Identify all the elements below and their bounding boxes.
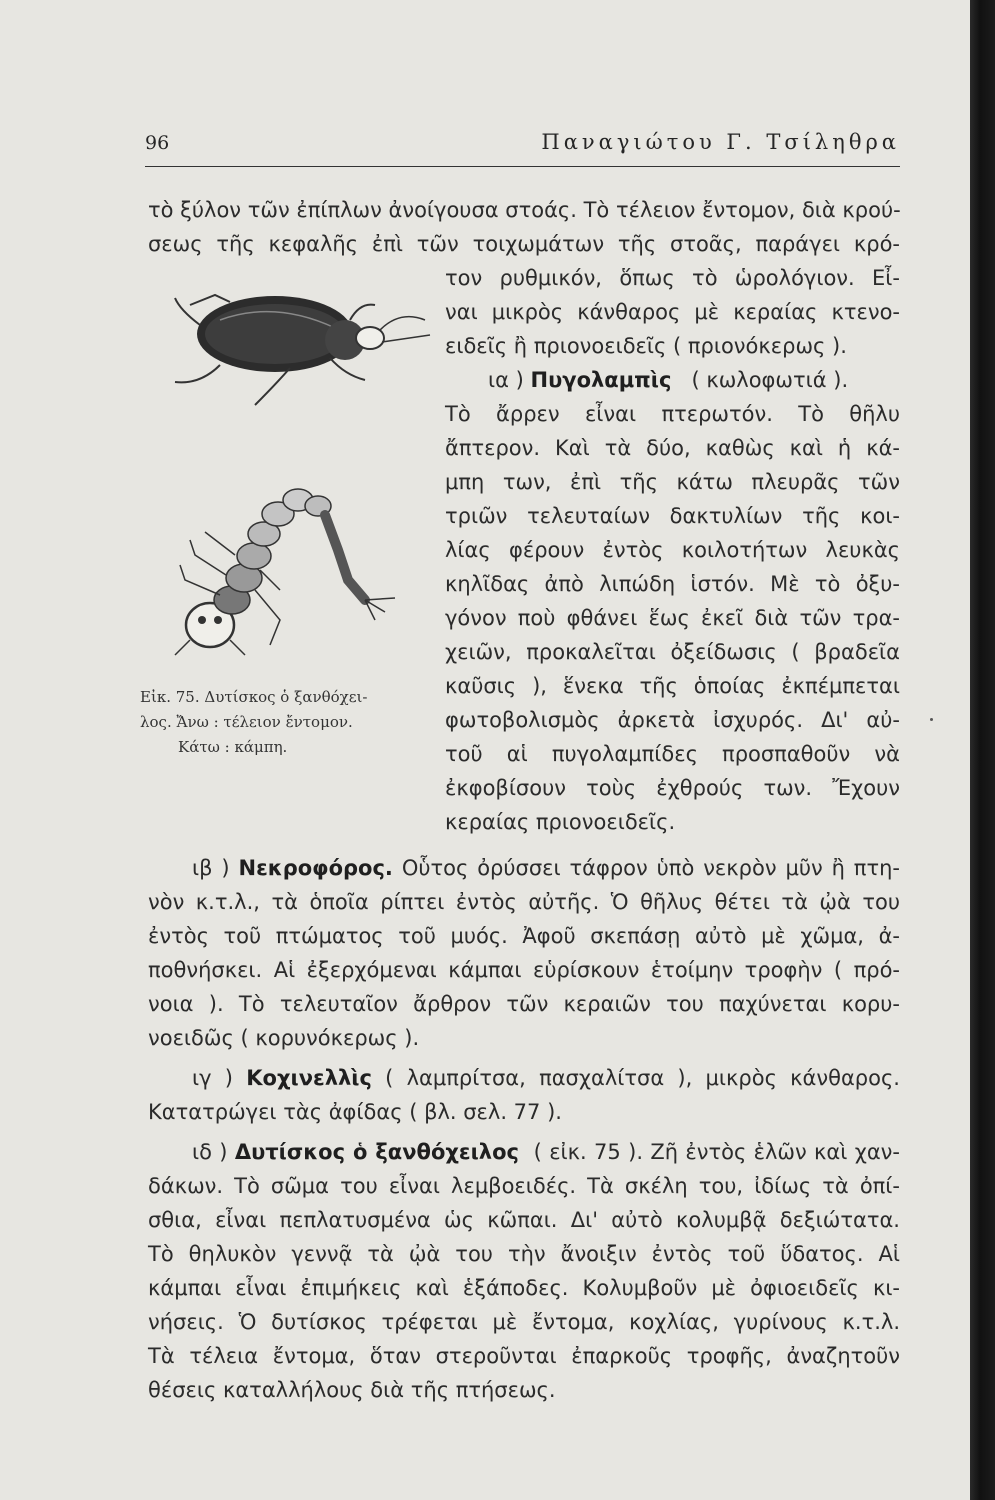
- text-line: ἄπτερον. Καὶ τὰ δύο, καθὼς καὶ ἡ κά-: [445, 436, 900, 460]
- text-line: κεραίας πριονοειδεῖς.: [445, 810, 676, 834]
- text-line: σεως τῆς κεφαλῆς ἐπὶ τῶν τοιχωμάτων τῆς στοᾶς, παράγει κρό-: [148, 232, 900, 256]
- text-line: νὸν κ.τ.λ., τὰ ὁποῖα ρίπτει ἐντὸς αὐτῆς. Ὁ θῆλυς θέτει τὰ ᾠὰ του: [148, 890, 900, 914]
- text-line: ποθνήσκει. Αἱ ἐξερχόμεναι κάμπαι εὑρίσκουν ἑτοίμην τροφὴν ( πρό-: [148, 958, 900, 982]
- term-kochinellis: Κοχινελλὶς: [246, 1066, 372, 1090]
- text-line: νοειδῶς ( κορυνόκερως ).: [148, 1026, 420, 1050]
- term-pygolampis: Πυγολαμπὶς: [530, 368, 672, 392]
- text-line: μπη των, ἐπὶ τῆς κάτω πλευρᾶς τῶν: [445, 470, 900, 494]
- text-line: Τὸ θηλυκὸν γεννᾷ τὰ ᾠὰ του τὴν ἄνοιξιν ἐντὸς τοῦ ὕδατος. Αἱ: [148, 1242, 900, 1266]
- text-line: νήσεις. Ὁ δυτίσκος τρέφεται μὲ ἔντομα, κοχλίας, γυρίνους κ.τ.λ.: [148, 1310, 900, 1334]
- text-line: ειδεῖς ἢ πριονοειδεῖς ( πριονόκερως ).: [445, 334, 847, 358]
- text-line: τοῦ αἱ πυγολαμπίδες προσπαθοῦν νὰ: [445, 742, 900, 766]
- text-line: Τὰ τέλεια ἔντομα, ὅταν στεροῦνται ἐπαρκοῦς τροφῆς, ἀναζητοῦν: [148, 1344, 900, 1368]
- section-heading-ig: ιγ ) Κοχινελλὶς ( λαμπρίτσα, πασχαλίτσα ), μικρὸς κάνθαρος.: [192, 1066, 900, 1090]
- text-line: νοια ). Τὸ τελευταῖον ἄρθρον τῶν κεραιῶν του παχύνεται κορυ-: [148, 992, 900, 1016]
- text-line: φωτοβολισμὸς ἀρκετὰ ἰσχυρός. Δι' αὐ-: [445, 708, 900, 732]
- beetle-illustration: [160, 280, 440, 410]
- section-heading-id: ιδ ) Δυτίσκος ὁ ξανθόχειλος ( εἰκ. 75 ). Ζῆ ἐντὸς ἑλῶν καὶ χαν-: [192, 1140, 900, 1164]
- term-nekroforos: Νεκροφόρος.: [238, 856, 393, 880]
- text-line: λίας φέρουν ἐντὸς κοιλοτήτων λευκὰς: [445, 538, 900, 562]
- caption-line: λος. Ἄνω : τέλειον ἔντομον.: [140, 713, 353, 731]
- text-line: ἐκφοβίσουν τοὺς ἐχθρούς των. Ἔχουν: [445, 776, 900, 800]
- text-line: Κατατρώγει τὰς ἀφίδας ( βλ. σελ. 77 ).: [148, 1100, 562, 1124]
- text-line: γόνον ποὺ φθάνει ἕως ἐκεῖ διὰ τῶν τρα-: [445, 606, 900, 630]
- caption-line: Κάτω : κάμπη.: [178, 738, 288, 756]
- page-edge-shadow: [970, 0, 995, 1500]
- text-line: Τὸ ἄρρεν εἶναι πτερωτόν. Τὸ θῆλυ: [445, 402, 900, 426]
- page-header: [145, 128, 900, 162]
- text-line: δάκων. Τὸ σῶμα του εἶναι λεμβοειδές. Τὰ σκέλη του, ἰδίως τὰ ὀπί-: [148, 1174, 900, 1198]
- section-heading-ib: ιβ ) Νεκροφόρος. Οὗτος ὀρύσσει τάφρον ὑπὸ νεκρὸν μῦν ἢ πτη-: [192, 856, 900, 880]
- section-heading-ia: ια ) Πυγολαμπὶς ( κωλοφωτιά ).: [488, 368, 849, 392]
- text-line: τριῶν τελευταίων δακτυλίων τῆς κοι-: [445, 504, 900, 528]
- page-number: 96: [145, 132, 170, 154]
- text-line: καῦσις ), ἕνεκα τῆς ὁποίας ἐκπέμπεται: [445, 674, 900, 698]
- text-line: τὸ ξύλον τῶν ἐπίπλων ἀνοίγουσα στοάς. Τὸ τέλειον ἔντομον, διὰ κρού-: [148, 198, 901, 222]
- term-dytiskos: Δυτίσκος ὁ ξανθόχειλος: [234, 1140, 519, 1164]
- paper-speck: [930, 718, 933, 721]
- text-line: κηλῖδας ἀπὸ λιπώδη ἱστόν. Μὲ τὸ ὀξυ-: [445, 572, 900, 596]
- caption-line: Εἰκ. 75. Δυτίσκος ὁ ξανθόχει-: [140, 688, 368, 706]
- text-line: χειῶν, προκαλεῖται ὀξείδωσις ( βραδεῖα: [445, 640, 900, 664]
- text-line: ἐντὸς τοῦ πτώματος τοῦ μυός. Ἀφοῦ σκεπάσῃ αὐτὸ μὲ χῶμα, ἀ-: [148, 924, 900, 948]
- text-line: τον ρυθμικόν, ὅπως τὸ ὡρολόγιον. Εἶ-: [445, 266, 900, 290]
- larva-illustration: [160, 470, 430, 670]
- figure-caption: [140, 685, 440, 760]
- running-head: Παναγιώτου Γ. Τσίληθρα: [541, 130, 900, 154]
- text-line: ναι μικρὸς κάνθαρος μὲ κεραίας κτενο-: [445, 300, 900, 324]
- text-line: κάμπαι εἶναι ἐπιμήκεις καὶ ἑξάποδες. Κολυμβοῦν μὲ ὀφιοειδεῖς κι-: [148, 1276, 900, 1300]
- text-line: θέσεις καταλλήλους διὰ τῆς πτήσεως.: [148, 1378, 556, 1402]
- header-rule: [145, 166, 900, 167]
- text-line: σθια, εἶναι πεπλατυσμένα ὡς κῶπαι. Δι' αὐτὸ κολυμβᾷ δεξιώτατα.: [148, 1208, 900, 1232]
